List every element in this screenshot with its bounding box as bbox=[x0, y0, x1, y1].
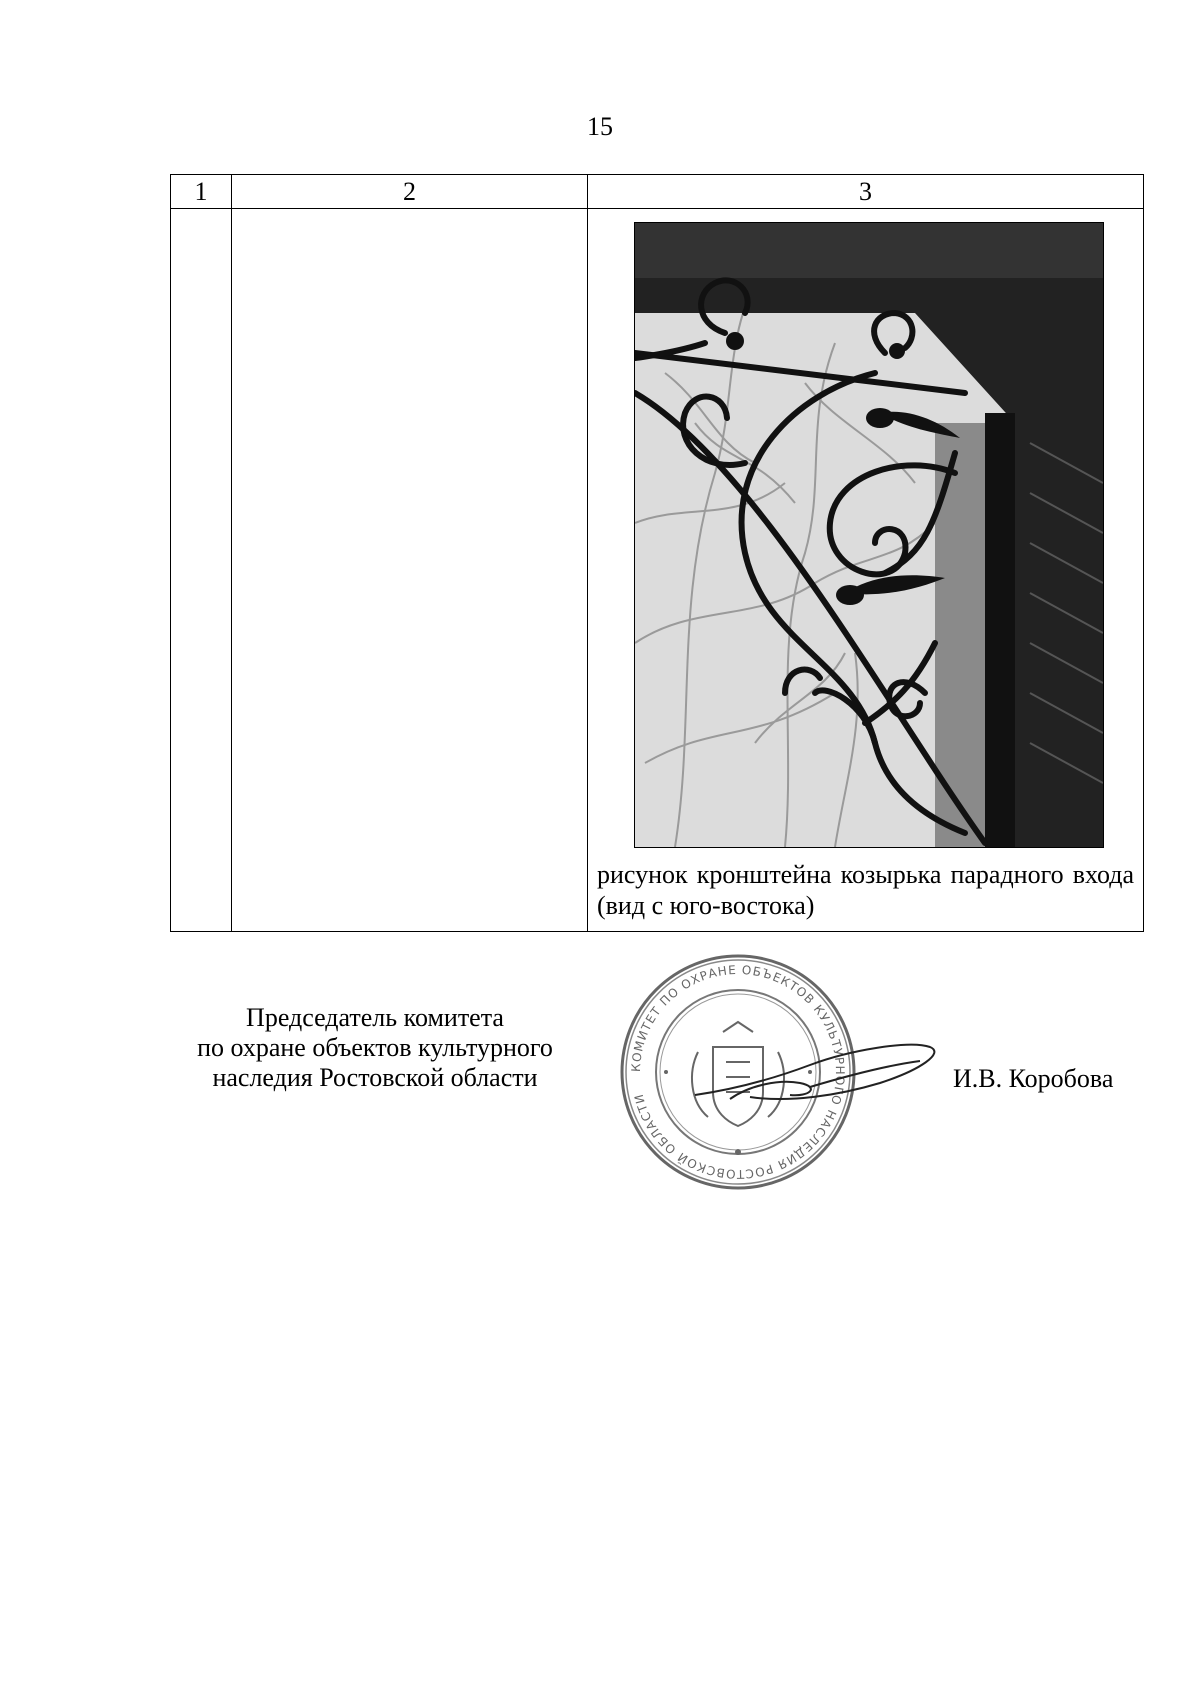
column-header-1: 1 bbox=[171, 175, 232, 209]
figure-caption: рисунок кронштейна козырька парадного входа (вид с юго-востока) bbox=[597, 860, 1134, 920]
cell-description bbox=[232, 209, 588, 932]
page-number: 15 bbox=[587, 112, 613, 141]
seal-text: КОМИТЕТ ПО ОХРАНЕ ОБЪЕКТОВ КУЛЬТУРНОГО НАСЛЕДИЯ РОСТОВСКОЙ ОБЛАСТИ bbox=[628, 962, 848, 1182]
column-header-3: 3 bbox=[588, 175, 1144, 209]
handwritten-signature-icon bbox=[690, 1035, 940, 1115]
cell-number bbox=[171, 209, 232, 932]
bracket-photo bbox=[634, 222, 1104, 848]
signatory-title-line: наследия Ростовской области bbox=[212, 1063, 538, 1092]
signatory-name: И.В. Коробова bbox=[953, 1064, 1114, 1093]
signatory-title-line: по охране объектов культурного bbox=[197, 1033, 553, 1062]
signatory-title-line: Председатель комитета bbox=[246, 1003, 504, 1032]
cell-figure bbox=[588, 209, 1144, 932]
table-row bbox=[171, 209, 1144, 932]
object-description-table bbox=[170, 174, 1144, 932]
signatory-title bbox=[170, 1003, 580, 1093]
column-header-2: 2 bbox=[232, 175, 588, 209]
ornamental-bracket-icon bbox=[635, 223, 1103, 847]
table-header-row bbox=[171, 175, 1144, 209]
